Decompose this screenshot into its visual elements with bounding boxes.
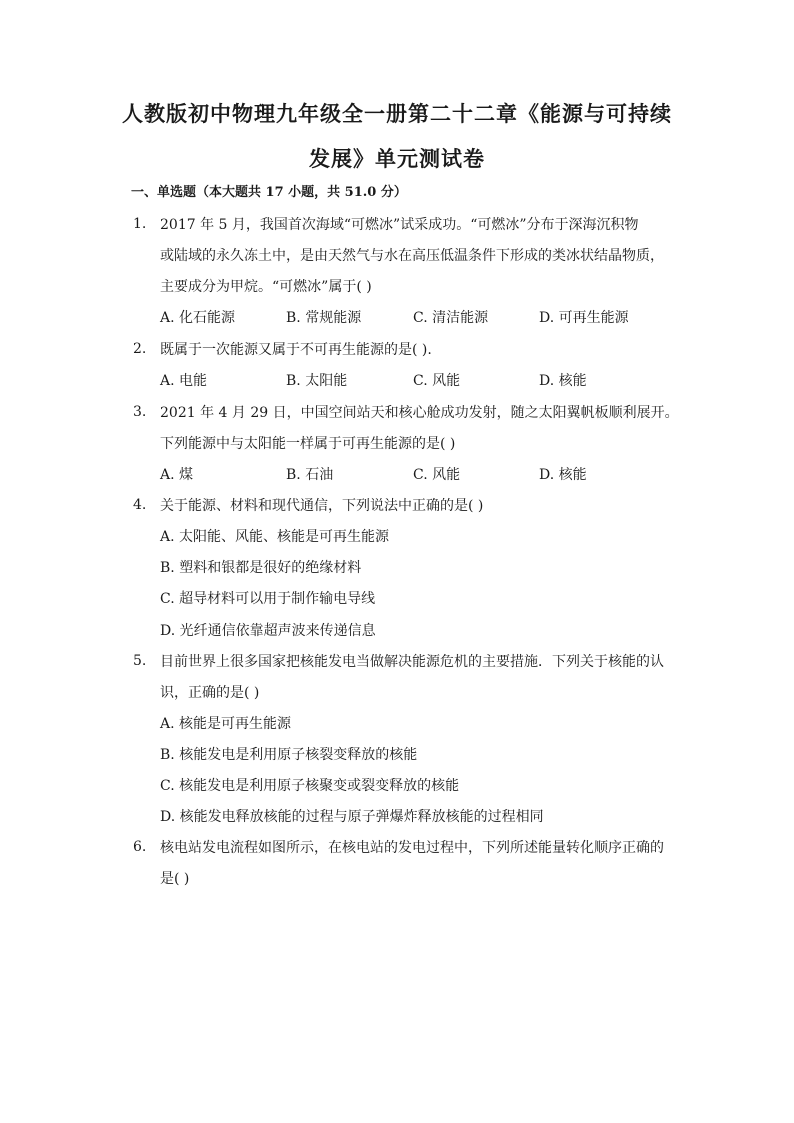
option-d: D. 光纤通信依靠超声波来传递信息 bbox=[160, 623, 376, 639]
question-number: 6. bbox=[133, 839, 147, 855]
option-c: C. 风能 bbox=[413, 373, 461, 389]
question-text: 2021 年 4 月 29 日，中国空间站天和核心舱成功发射，随之太阳翼帆板顺利展开。 bbox=[160, 405, 679, 421]
document-title-line-1: 人教版初中物理九年级全一册第二十二章《能源与可持续 bbox=[122, 101, 672, 126]
option-b: B. 塑料和银都是很好的绝缘材料 bbox=[160, 560, 362, 576]
option-c: C. 核能发电是利用原子核聚变或裂变释放的核能 bbox=[160, 778, 460, 794]
option-b: B. 石油 bbox=[286, 467, 334, 483]
question-text: 主要成分为甲烷。“可燃冰”属于( ) bbox=[160, 279, 372, 295]
question-number: 2. bbox=[133, 341, 147, 357]
question-text: 核电站发电流程如图所示，在核电站的发电过程中，下列所述能量转化顺序正确的 bbox=[160, 840, 664, 856]
question-text: 关于能源、材料和现代通信，下列说法中正确的是( ) bbox=[160, 498, 484, 514]
option-d: D. 可再生能源 bbox=[539, 310, 629, 326]
option-b: B. 核能发电是利用原子核裂变释放的核能 bbox=[160, 747, 418, 763]
option-b: B. 太阳能 bbox=[286, 373, 348, 389]
question-number: 5. bbox=[133, 653, 147, 669]
question-text: 识，正确的是( ) bbox=[160, 685, 260, 701]
question-text: 2017 年 5 月，我国首次海域“可燃冰”试采成功。“可燃冰”分布于深海沉积物 bbox=[160, 217, 639, 233]
document-title-line-2: 发展》单元测试卷 bbox=[309, 146, 485, 171]
question-text: 是( ) bbox=[160, 871, 190, 887]
option-d: D. 核能 bbox=[539, 373, 587, 389]
option-c: C. 清洁能源 bbox=[413, 310, 489, 326]
question-number: 1. bbox=[133, 216, 147, 232]
question-text: 既属于一次能源又属于不可再生能源的是( ). bbox=[160, 342, 432, 358]
question-text: 目前世界上很多国家把核能发电当做解决能源危机的主要措施．下列关于核能的认 bbox=[160, 654, 664, 670]
option-d: D. 核能发电释放核能的过程与原子弹爆炸释放核能的过程相同 bbox=[160, 809, 544, 825]
option-a: A. 太阳能、风能、核能是可再生能源 bbox=[160, 529, 390, 545]
option-a: A. 化石能源 bbox=[160, 310, 236, 326]
question-text: 下列能源中与太阳能一样属于可再生能源的是( ) bbox=[160, 436, 456, 452]
option-a: A. 煤 bbox=[160, 467, 194, 483]
option-c: C. 超导材料可以用于制作输电导线 bbox=[160, 591, 376, 607]
question-number: 3. bbox=[133, 404, 147, 420]
option-b: B. 常规能源 bbox=[286, 310, 362, 326]
option-c: C. 风能 bbox=[413, 467, 461, 483]
option-a: A. 电能 bbox=[160, 373, 208, 389]
option-a: A. 核能是可再生能源 bbox=[160, 716, 292, 732]
section-heading: 一、单选题（本大题共 17 小题，共 51.0 分） bbox=[131, 185, 407, 200]
question-number: 4. bbox=[133, 497, 147, 513]
question-text: 或陆域的永久冻土中，是由天然气与水在高压低温条件下形成的类冰状结晶物质， bbox=[160, 248, 664, 264]
option-d: D. 核能 bbox=[539, 467, 587, 483]
